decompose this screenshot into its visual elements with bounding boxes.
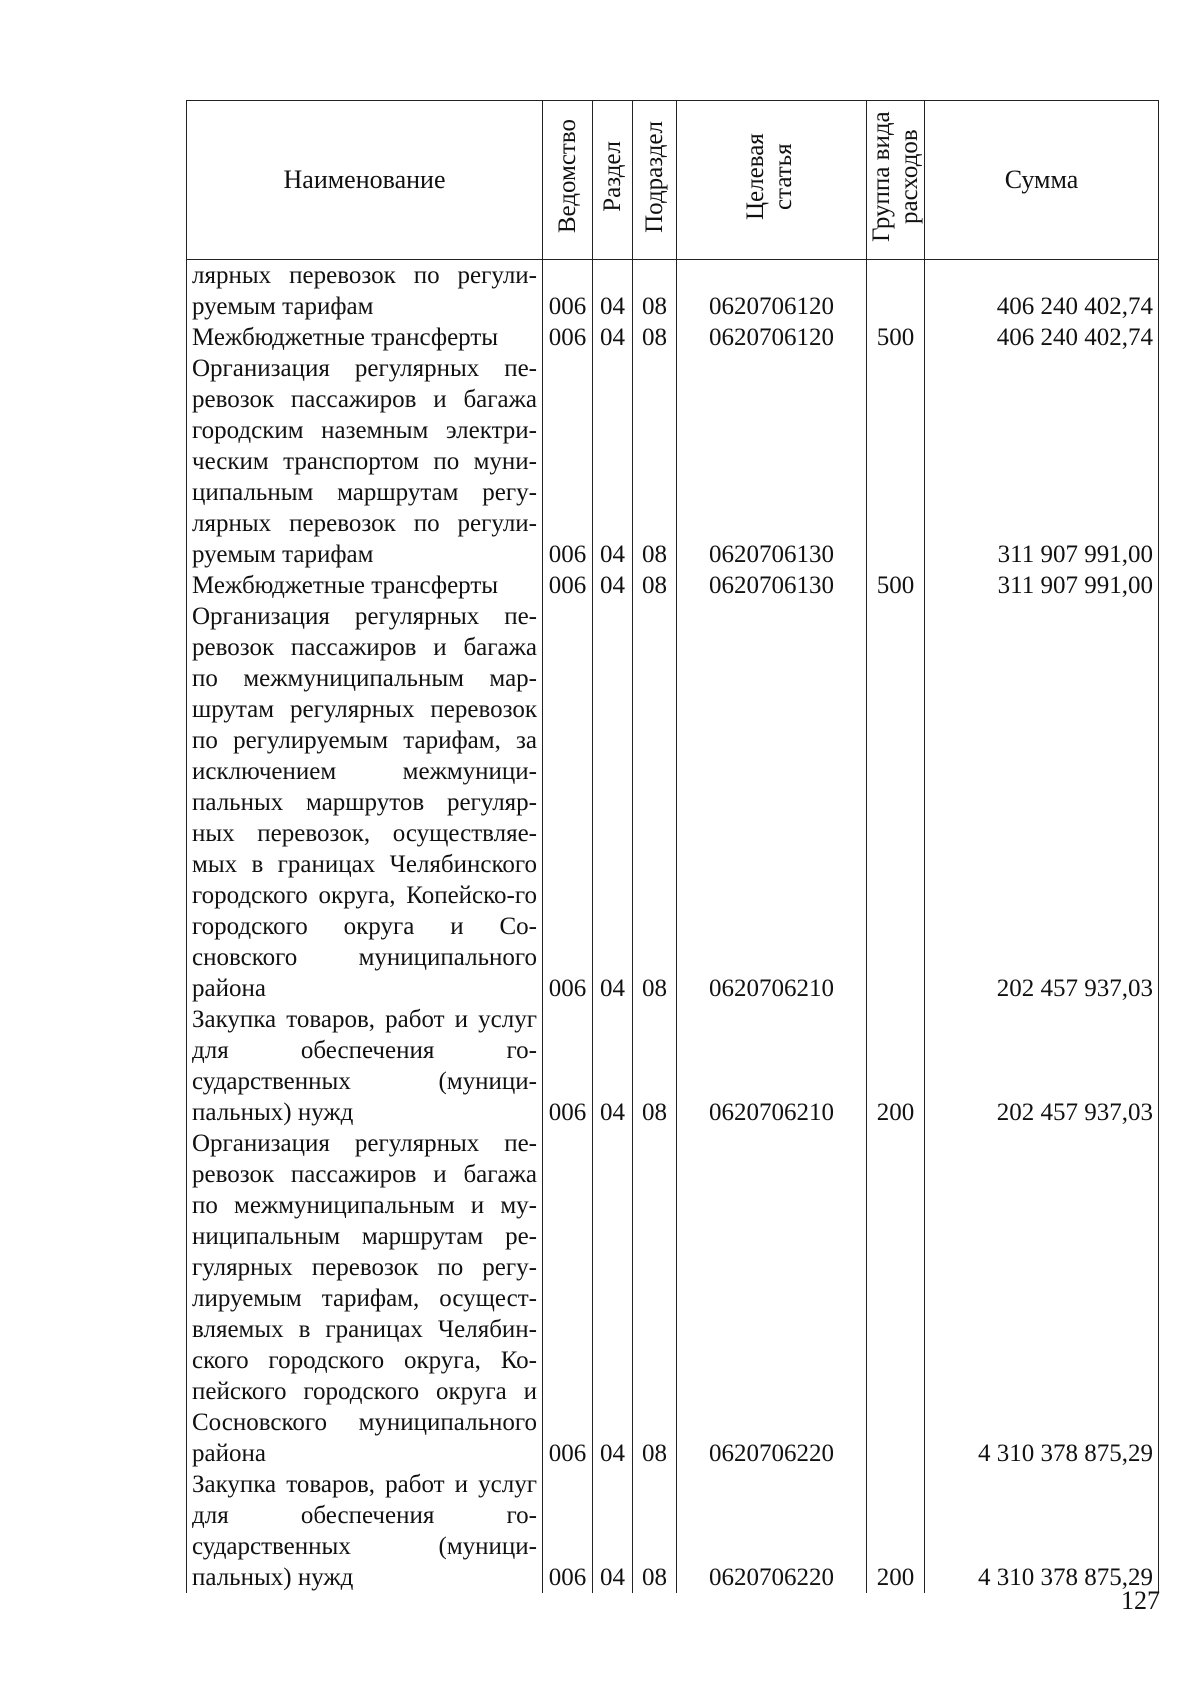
row-group [867, 1128, 925, 1469]
row-name: Межбюджетные трансферты [187, 570, 543, 601]
header-group: Группа вида расходов [867, 101, 925, 260]
page-number: 127 [1121, 1586, 1160, 1615]
row-dept: 006 [543, 1469, 593, 1593]
budget-table [186, 100, 1159, 1593]
row-name: Организация регулярных пе-ревозок пассажиров и багажа по межмуниципальным и му-ниципальным маршрутам ре-гулярных перевозок по регу-лируемым тарифам, осущест-вляемых в границах Челябин-ского городского округа, Ко-пейского городского округа и Сосновского муниципального района [187, 1128, 543, 1469]
row-dept: 006 [543, 260, 593, 323]
row-section: 04 [593, 570, 633, 601]
header-target: Целевая статья [677, 101, 867, 260]
row-name: Организация регулярных пе-ревозок пассажиров и багажа по межмуниципальным мар-шрутам регулярных перевозок по регулируемым тарифам, за исключением межмуници-пальных маршрутов регуляр-ных перевозок, осуществляе-мых в границах Челябинского городского округа, Копейско-го городского округа и Со-сновского муниципального района [187, 601, 543, 1004]
table-row [187, 322, 1159, 353]
row-sum: 406 240 402,74 [925, 322, 1159, 353]
row-dept: 006 [543, 570, 593, 601]
row-name: Закупка товаров, работ и услуг для обеспечения го-сударственных (муници-пальных) нужд [187, 1004, 543, 1128]
row-dept: 006 [543, 1128, 593, 1469]
table-row [187, 1128, 1159, 1469]
row-name: Организация регулярных пе-ревозок пассажиров и багажа городским наземным электри-ческим транспортом по муни-ципальным маршрутам регу-лярных перевозок по регули-руемым тарифам [187, 353, 543, 570]
row-section: 04 [593, 260, 633, 323]
header-dept: Ведомство [543, 101, 593, 260]
row-target: 0620706130 [677, 570, 867, 601]
row-dept: 006 [543, 322, 593, 353]
row-section: 04 [593, 1469, 633, 1593]
row-target: 0620706120 [677, 260, 867, 323]
row-sum: 202 457 937,03 [925, 1004, 1159, 1128]
row-group [867, 601, 925, 1004]
table-body [187, 260, 1159, 1594]
row-dept: 006 [543, 1004, 593, 1128]
row-sum: 202 457 937,03 [925, 601, 1159, 1004]
header-sum: Сумма [925, 101, 1159, 260]
table-row [187, 601, 1159, 1004]
row-group: 500 [867, 322, 925, 353]
row-sum: 4 310 378 875,29 [925, 1128, 1159, 1469]
row-group [867, 353, 925, 570]
row-name: Межбюджетные трансферты [187, 322, 543, 353]
row-target: 0620706130 [677, 353, 867, 570]
table-row [187, 260, 1159, 323]
row-target: 0620706220 [677, 1469, 867, 1593]
row-subsection: 08 [633, 322, 677, 353]
row-name: лярных перевозок по регули-руемым тарифам [187, 260, 543, 323]
header-subsection: Подраздел [633, 101, 677, 260]
row-subsection: 08 [633, 1004, 677, 1128]
table-row [187, 1004, 1159, 1128]
row-target: 0620706120 [677, 322, 867, 353]
row-section: 04 [593, 601, 633, 1004]
row-group: 500 [867, 570, 925, 601]
row-section: 04 [593, 353, 633, 570]
row-group [867, 260, 925, 323]
row-sum: 4 310 378 875,29 [925, 1469, 1159, 1593]
row-subsection: 08 [633, 260, 677, 323]
row-sum: 311 907 991,00 [925, 570, 1159, 601]
row-sum: 311 907 991,00 [925, 353, 1159, 570]
row-dept: 006 [543, 601, 593, 1004]
header-name: Наименование [187, 101, 543, 260]
row-target: 0620706210 [677, 1004, 867, 1128]
row-group: 200 [867, 1004, 925, 1128]
header-section: Раздел [593, 101, 633, 260]
table-header-row [187, 101, 1159, 260]
row-target: 0620706210 [677, 601, 867, 1004]
row-sum: 406 240 402,74 [925, 260, 1159, 323]
row-name: Закупка товаров, работ и услуг для обеспечения го-сударственных (муници-пальных) нужд [187, 1469, 543, 1593]
row-group: 200 [867, 1469, 925, 1593]
row-section: 04 [593, 322, 633, 353]
row-dept: 006 [543, 353, 593, 570]
row-subsection: 08 [633, 1469, 677, 1593]
row-target: 0620706220 [677, 1128, 867, 1469]
row-subsection: 08 [633, 353, 677, 570]
table-row [187, 570, 1159, 601]
row-subsection: 08 [633, 1128, 677, 1469]
row-section: 04 [593, 1128, 633, 1469]
row-subsection: 08 [633, 601, 677, 1004]
row-section: 04 [593, 1004, 633, 1128]
row-subsection: 08 [633, 570, 677, 601]
table-row [187, 1469, 1159, 1593]
table-row [187, 353, 1159, 570]
